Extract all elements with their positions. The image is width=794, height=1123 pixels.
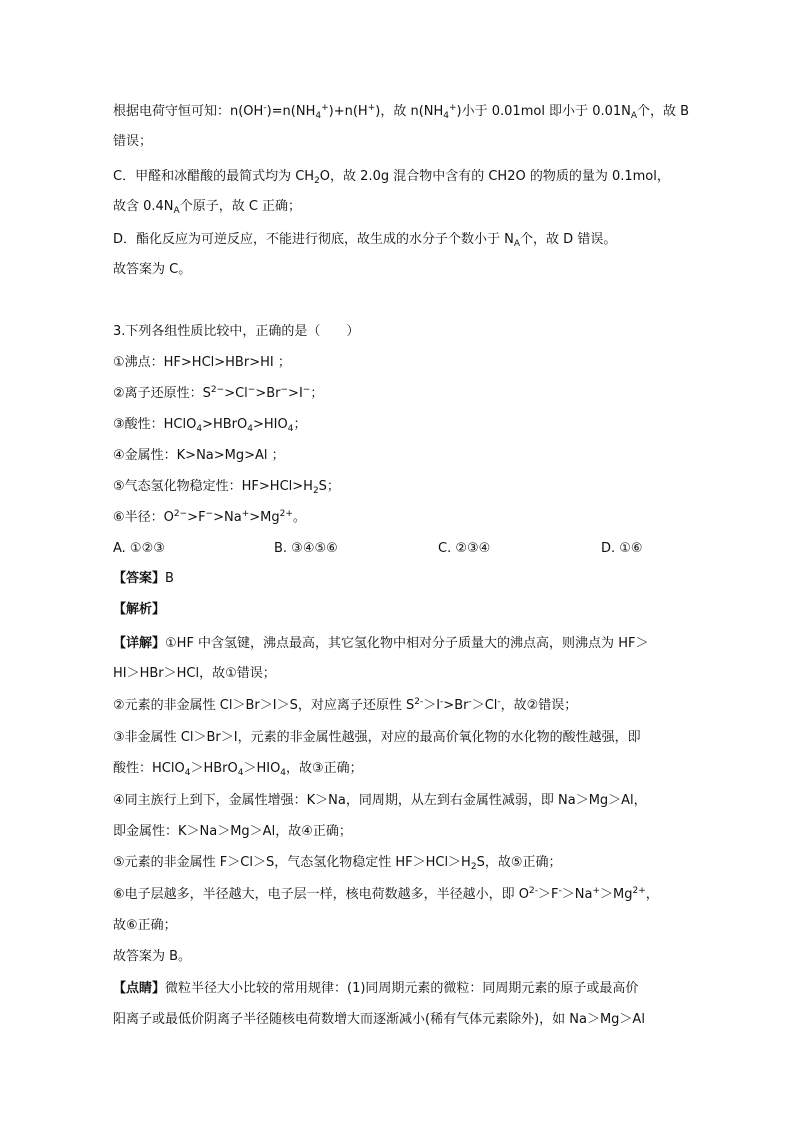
answer-value: B (165, 571, 174, 586)
detail-line: ②元素的非金属性 Cl＞Br＞I＞S，对应离子还原性 $S^{2-}>I^->Br^->Cl^-$，故②错误； (113, 697, 578, 713)
tip-line: 阳离子或最低价阴离子半径随核电荷数增大而逐渐减小(稀有气体元素除外)，如 Na＞Mg＞Al (113, 1012, 645, 1027)
detail-line: 即金属性：K＞Na＞Mg＞Al，故④正确； (113, 824, 352, 839)
detail-line: ③非金属性 Cl＞Br＞I，元素的非金属性越强，对应的最高价氧化物的水化物的酸性越强，即 (113, 730, 641, 745)
option-d: D. ①⑥ (601, 541, 643, 556)
detail-line: ④同主族行上到下，金属性增强：K＞Na，同周期，从左到右金属性减弱，即 Na＞Mg＞Al， (113, 793, 647, 808)
detail-line: 【详解】①HF 中含氢键，沸点最高，其它氢化物中相对分子质量大的沸点高，则沸点为 HF＞ (113, 636, 649, 651)
tip-label: 【点睛】 (113, 981, 166, 996)
answer-summary: 故答案为 C。 (113, 262, 192, 277)
analysis-label: 【解析】 (113, 602, 166, 617)
statement-4: ④金属性：K>Na>Mg>Al ； (113, 448, 285, 463)
text-line: 错误； (113, 134, 153, 149)
detail-line: HI＞HBr＞HCl，故①错误； (113, 666, 276, 681)
detail-line: 故⑥正确； (113, 918, 177, 933)
answer-line (113, 571, 174, 587)
question-title: 3.下列各组性质比较中，正确的是（ ） (113, 324, 360, 339)
answer-summary: 故答案为 B。 (113, 949, 192, 964)
answer-label: 【答案】 (113, 571, 166, 586)
text-line-charge-conservation: 根据电荷守恒可知：$n(OH^-)=n(NH_4^+)+n(H^+)$，故 $n(NH_4^+)$小于 0.01mol 即小于 $0.01N_A$个，故 B (113, 103, 690, 121)
statement-1: ①沸点：HF>HCl>HBr>HI ； (113, 355, 291, 370)
detail-line: ⑤元素的非金属性 F＞Cl＞S，气态氢化物稳定性 $HF>HCl>H_2S$，故⑤正确； (113, 855, 562, 872)
statement-5: ⑤气态氢化物稳定性：$HF>HCl>H_2S$； (113, 479, 340, 496)
tip-line: 【点睛】微粒半径大小比较的常用规律：(1)同周期元素的微粒：同周期元素的原子或最高价 (113, 981, 639, 996)
statement-3: ③酸性：$HClO_4>HBrO_4>HIO_4$； (113, 417, 307, 434)
text-line-option-d: D．酯化反应为可逆反应，不能进行彻底，故生成的水分子个数小于 $N_A$个，故 D 错误。 (113, 232, 617, 249)
detail-label: 【详解】 (113, 636, 166, 651)
option-b: B. ③④⑤⑥ (274, 541, 338, 556)
detail-line: ⑥电子层越多，半径越大，电子层一样，核电荷数越多，半径越小，即 $O^{2-}>F^->Na^+>Mg^{2+}$， (113, 886, 659, 902)
option-c: C. ②③④ (438, 541, 491, 556)
text-line-option-c: C．甲醛和冰醋酸的最简式均为 $CH_2O$，故 2.0g 混合物中含有的 CH2O 的物质的量为 0.1mol， (113, 169, 670, 186)
statement-6: ⑥半径：$O^{2-}>F^->Na^+>Mg^{2+}$。 (113, 509, 306, 525)
text-line: 故含 $0.4N_A$个原子，故 C 正确； (113, 199, 302, 216)
option-a: A. ①②③ (113, 541, 165, 556)
statement-2: ②离子还原性：$S^{2-}>Cl^->Br^->I^-$； (113, 385, 324, 401)
detail-line: 酸性：$HClO_4>HBrO_4>HIO_4$，故③正确； (113, 761, 363, 778)
